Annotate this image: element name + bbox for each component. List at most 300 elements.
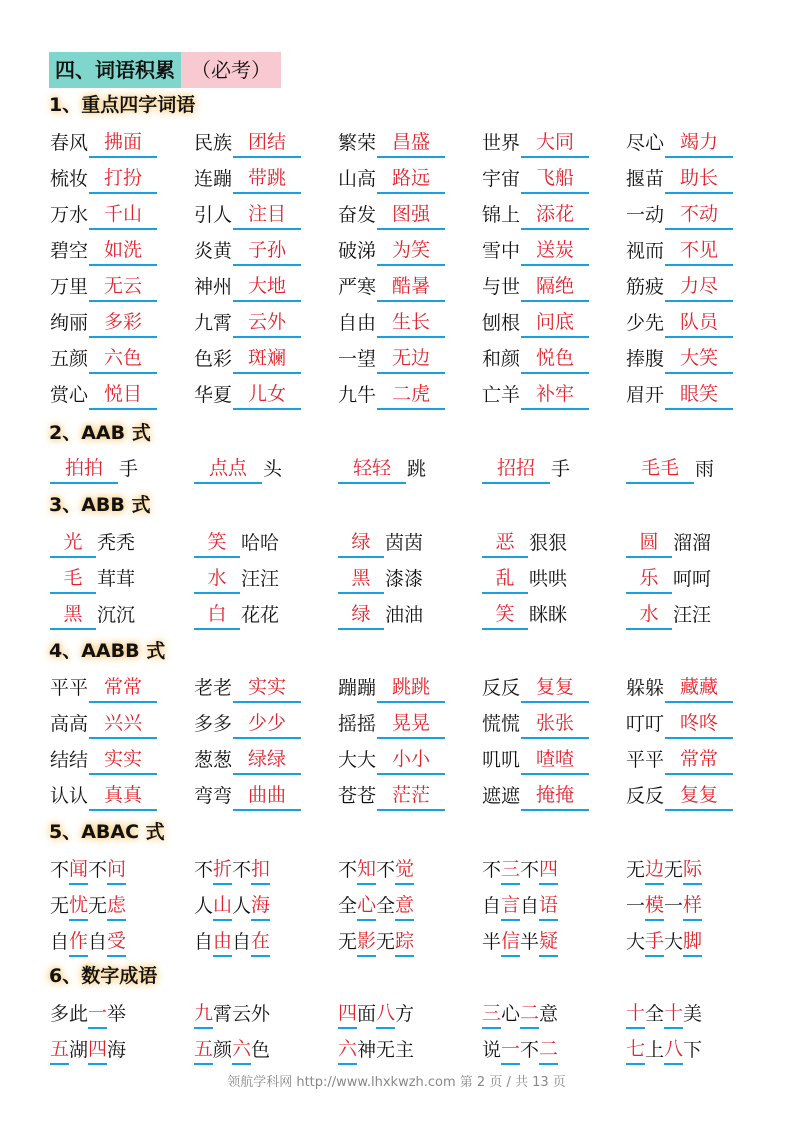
s2-answer-text: 招招 bbox=[482, 454, 550, 484]
s6-given-text: 不 bbox=[520, 1039, 540, 1061]
s6-given-text: 海 bbox=[107, 1039, 127, 1061]
s6-given-text: 颜 bbox=[213, 1039, 233, 1061]
s5-given-char: 自 bbox=[88, 931, 108, 953]
s5-answer-char: 问 bbox=[107, 855, 126, 885]
s6-given-text: 神无主 bbox=[357, 1039, 415, 1061]
s4-answer-text: 绿绿 bbox=[233, 745, 301, 775]
s1-item bbox=[626, 374, 768, 410]
s3-answer-text: 恶 bbox=[482, 528, 528, 558]
s6-answer-char: 一 bbox=[88, 999, 107, 1029]
s1-answer-text: 如洗 bbox=[89, 236, 157, 266]
s4-given-text: 遮遮 bbox=[482, 785, 521, 807]
s3-row bbox=[46, 558, 756, 594]
s4-item bbox=[50, 703, 192, 739]
s2-given-text: 手 bbox=[119, 458, 139, 480]
s1-item bbox=[338, 122, 480, 158]
s3-given-text: 秃秃 bbox=[97, 532, 136, 554]
s5-answer-char: 疑 bbox=[539, 927, 558, 957]
s1-given-text: 神州 bbox=[194, 276, 233, 298]
s5-given-char: 半 bbox=[482, 931, 502, 953]
s4-given-text: 高高 bbox=[50, 713, 89, 735]
s1-item bbox=[626, 266, 768, 302]
s3-item bbox=[482, 522, 624, 558]
s1-answer-text: 力尽 bbox=[665, 272, 733, 302]
s1-answer-text: 子孙 bbox=[233, 236, 301, 266]
s4-given-text: 慌慌 bbox=[482, 713, 521, 735]
s5-item bbox=[338, 885, 480, 921]
s5-given-char: 自 bbox=[50, 931, 70, 953]
s3-answer-text: 绿 bbox=[338, 600, 384, 630]
s5-row bbox=[46, 885, 756, 921]
s6-given-text: 上 bbox=[645, 1039, 665, 1061]
s5-item bbox=[50, 885, 192, 921]
s3-item bbox=[482, 558, 624, 594]
s1-item bbox=[50, 266, 192, 302]
s4-answer-text: 复复 bbox=[665, 781, 733, 811]
s1-item bbox=[50, 230, 192, 266]
s1-answer-text: 添花 bbox=[521, 200, 589, 230]
s5-answer-char: 忧 bbox=[69, 891, 88, 921]
s1-given-text: 山高 bbox=[338, 168, 377, 190]
s4-answer-text: 喳喳 bbox=[521, 745, 589, 775]
s6-given-text: 方 bbox=[395, 1003, 415, 1025]
s5-given-char: 全 bbox=[376, 895, 396, 917]
s1-answer-text: 云外 bbox=[233, 308, 301, 338]
s1-row bbox=[46, 338, 756, 374]
s1-answer-text: 路远 bbox=[377, 164, 445, 194]
s5-item bbox=[194, 849, 336, 885]
s5-item bbox=[626, 849, 768, 885]
s5-item bbox=[338, 921, 480, 957]
s3-given-text: 油油 bbox=[385, 604, 424, 626]
s2-item bbox=[626, 448, 768, 484]
s3-item bbox=[626, 594, 768, 630]
s1-item bbox=[338, 338, 480, 374]
s3-given-text: 汪汪 bbox=[673, 604, 712, 626]
s1-item bbox=[338, 266, 480, 302]
s6-answer-char: 三 bbox=[482, 999, 501, 1029]
s5-given-char: 自 bbox=[482, 895, 502, 917]
s2-item bbox=[50, 448, 192, 484]
s3-item bbox=[626, 558, 768, 594]
s4-answer-text: 复复 bbox=[521, 673, 589, 703]
s5-given-char: 大 bbox=[626, 931, 646, 953]
s5-answer-char: 语 bbox=[539, 891, 558, 921]
s1-answer-text: 无云 bbox=[89, 272, 157, 302]
s3-item bbox=[338, 558, 480, 594]
s6-item bbox=[50, 1029, 192, 1065]
s5-item bbox=[338, 849, 480, 885]
s5-given-char: 全 bbox=[338, 895, 358, 917]
s4-row bbox=[46, 667, 756, 703]
s5-answer-char: 模 bbox=[645, 891, 664, 921]
s1-given-text: 眉开 bbox=[626, 384, 665, 406]
s1-answer-text: 儿女 bbox=[233, 380, 301, 410]
s5-answer-char: 言 bbox=[501, 891, 520, 921]
s4-answer-text: 实实 bbox=[89, 745, 157, 775]
s3-row bbox=[46, 522, 756, 558]
s4-item bbox=[626, 775, 768, 811]
s1-given-text: 引人 bbox=[194, 204, 233, 226]
s3-answer-text: 黑 bbox=[338, 564, 384, 594]
s6-answer-char: 六 bbox=[338, 1035, 357, 1065]
s5-answer-char: 扣 bbox=[251, 855, 270, 885]
s1-given-text: 严寒 bbox=[338, 276, 377, 298]
s3-row bbox=[46, 594, 756, 630]
s3-answer-text: 白 bbox=[194, 600, 240, 630]
s1-given-text: 捧腹 bbox=[626, 348, 665, 370]
s4-given-text: 弯弯 bbox=[194, 785, 233, 807]
s5-given-char: 不 bbox=[338, 859, 358, 881]
s3-given-text: 茵茵 bbox=[385, 532, 424, 554]
s6-given-text: 心 bbox=[501, 1003, 521, 1025]
s4-answer-text: 跳跳 bbox=[377, 673, 445, 703]
s5-given-char: 不 bbox=[232, 859, 252, 881]
s5-item bbox=[626, 921, 768, 957]
s4-given-text: 摇摇 bbox=[338, 713, 377, 735]
s1-given-text: 万里 bbox=[50, 276, 89, 298]
s4-item bbox=[626, 739, 768, 775]
s4-answer-text: 实实 bbox=[233, 673, 301, 703]
s1-answer-text: 飞船 bbox=[521, 164, 589, 194]
s5-answer-char: 三 bbox=[501, 855, 520, 885]
s3-item bbox=[50, 522, 192, 558]
s1-given-text: 揠苗 bbox=[626, 168, 665, 190]
s1-item bbox=[626, 302, 768, 338]
s1-given-text: 繁荣 bbox=[338, 132, 377, 154]
s1-answer-text: 不动 bbox=[665, 200, 733, 230]
s6-answer-char: 一 bbox=[501, 1035, 520, 1065]
s3-given-text: 茸茸 bbox=[97, 568, 136, 590]
s1-answer-text: 队员 bbox=[665, 308, 733, 338]
s5-given-char: 不 bbox=[50, 859, 70, 881]
s1-given-text: 五颜 bbox=[50, 348, 89, 370]
s3-item bbox=[50, 558, 192, 594]
s1-answer-text: 眼笑 bbox=[665, 380, 733, 410]
s4-item bbox=[482, 739, 624, 775]
s1-answer-text: 图强 bbox=[377, 200, 445, 230]
s5-answer-char: 心 bbox=[357, 891, 376, 921]
s3-given-text: 沉沉 bbox=[97, 604, 136, 626]
s1-item bbox=[338, 158, 480, 194]
s1-given-text: 自由 bbox=[338, 312, 377, 334]
s4-given-text: 平平 bbox=[50, 677, 89, 699]
s6-given-text: 霄云外 bbox=[213, 1003, 271, 1025]
s1-answer-text: 带跳 bbox=[233, 164, 301, 194]
s1-item bbox=[50, 194, 192, 230]
s1-item bbox=[626, 338, 768, 374]
s1-item bbox=[482, 158, 624, 194]
s1-item bbox=[338, 302, 480, 338]
s4-answer-text: 少少 bbox=[233, 709, 301, 739]
s1-answer-text: 六色 bbox=[89, 344, 157, 374]
s2-answer-text: 毛毛 bbox=[626, 454, 694, 484]
s1-answer-text: 生长 bbox=[377, 308, 445, 338]
s6-item bbox=[338, 1029, 480, 1065]
s3-item bbox=[338, 522, 480, 558]
s3-given-text: 呵呵 bbox=[673, 568, 712, 590]
s5-given-char: 无 bbox=[626, 859, 646, 881]
s5-given-char: 不 bbox=[376, 859, 396, 881]
s4-answer-text: 常常 bbox=[89, 673, 157, 703]
s1-item bbox=[626, 158, 768, 194]
s2-item bbox=[338, 448, 480, 484]
s5-answer-char: 意 bbox=[395, 891, 414, 921]
s1-answer-text: 大同 bbox=[521, 128, 589, 158]
s6-given-text: 色 bbox=[251, 1039, 271, 1061]
s2-answer-text: 轻轻 bbox=[338, 454, 406, 484]
s4-item bbox=[194, 775, 336, 811]
s1-item bbox=[482, 230, 624, 266]
s5-row bbox=[46, 921, 756, 957]
s5-answer-char: 知 bbox=[357, 855, 376, 885]
s1-answer-text: 问底 bbox=[521, 308, 589, 338]
s3-item bbox=[626, 522, 768, 558]
s5-given-char: 无 bbox=[50, 895, 70, 917]
s3-answer-text: 笑 bbox=[482, 600, 528, 630]
s3-answer-text: 毛 bbox=[50, 564, 96, 594]
s1-item bbox=[50, 302, 192, 338]
s3-answer-text: 光 bbox=[50, 528, 96, 558]
s6-given-text: 美 bbox=[683, 1003, 703, 1025]
s4-answer-text: 真真 bbox=[89, 781, 157, 811]
s6-item bbox=[482, 993, 624, 1029]
s6-answer-char: 十 bbox=[664, 999, 683, 1029]
s3-item bbox=[482, 594, 624, 630]
s4-item bbox=[482, 667, 624, 703]
s5-given-char: 人 bbox=[194, 895, 214, 917]
s2-item bbox=[194, 448, 336, 484]
s3-answer-text: 水 bbox=[626, 600, 672, 630]
s1-given-text: 九霄 bbox=[194, 312, 233, 334]
s1-given-text: 锦上 bbox=[482, 204, 521, 226]
s6-answer-char: 九 bbox=[194, 999, 213, 1029]
s1-given-text: 刨根 bbox=[482, 312, 521, 334]
s5-answer-char: 信 bbox=[501, 927, 520, 957]
s6-given-text: 意 bbox=[539, 1003, 559, 1025]
s4-answer-text: 曲曲 bbox=[233, 781, 301, 811]
s5-given-char: 无 bbox=[376, 931, 396, 953]
s1-item bbox=[338, 374, 480, 410]
s1-given-text: 色彩 bbox=[194, 348, 233, 370]
s1-given-text: 连蹦 bbox=[194, 168, 233, 190]
s5-item bbox=[626, 885, 768, 921]
s4-given-text: 多多 bbox=[194, 713, 233, 735]
s1-given-text: 民族 bbox=[194, 132, 233, 154]
s1-answer-text: 团结 bbox=[233, 128, 301, 158]
s5-given-char: 不 bbox=[520, 859, 540, 881]
s6-answer-char: 六 bbox=[232, 1035, 251, 1065]
s2-item bbox=[482, 448, 624, 484]
s6-answer-char: 四 bbox=[88, 1035, 107, 1065]
s1-item bbox=[194, 158, 336, 194]
s1-answer-text: 竭力 bbox=[665, 128, 733, 158]
s5-answer-char: 影 bbox=[357, 927, 376, 957]
s1-row bbox=[46, 158, 756, 194]
s4-given-text: 躲躲 bbox=[626, 677, 665, 699]
s1-given-text: 雪中 bbox=[482, 240, 521, 262]
s1-given-text: 亡羊 bbox=[482, 384, 521, 406]
s1-item bbox=[482, 374, 624, 410]
s3-item bbox=[194, 558, 336, 594]
s1-item bbox=[50, 122, 192, 158]
s1-answer-text: 不见 bbox=[665, 236, 733, 266]
s3-item bbox=[194, 594, 336, 630]
s1-given-text: 春风 bbox=[50, 132, 89, 154]
s3-given-text: 漆漆 bbox=[385, 568, 424, 590]
s6-given-text: 举 bbox=[107, 1003, 127, 1025]
s6-answer-char: 四 bbox=[338, 999, 357, 1029]
s5-answer-char: 觉 bbox=[395, 855, 414, 885]
s5-given-char: 人 bbox=[232, 895, 252, 917]
s4-item bbox=[338, 667, 480, 703]
s1-row bbox=[46, 266, 756, 302]
s1-item bbox=[482, 266, 624, 302]
worksheet-title bbox=[49, 52, 281, 88]
s4-answer-text: 茫茫 bbox=[377, 781, 445, 811]
s3-answer-text: 乐 bbox=[626, 564, 672, 594]
s1-item bbox=[194, 194, 336, 230]
s4-given-text: 平平 bbox=[626, 749, 665, 771]
s5-answer-char: 际 bbox=[683, 855, 702, 885]
s1-item bbox=[626, 194, 768, 230]
s4-given-text: 老老 bbox=[194, 677, 233, 699]
s4-row bbox=[46, 703, 756, 739]
s3-answer-text: 乱 bbox=[482, 564, 528, 594]
s4-given-text: 叽叽 bbox=[482, 749, 521, 771]
s1-row bbox=[46, 302, 756, 338]
s5-given-char: 无 bbox=[88, 895, 108, 917]
s1-answer-text: 酷暑 bbox=[377, 272, 445, 302]
s1-given-text: 宇宙 bbox=[482, 168, 521, 190]
s4-answer-text: 掩掩 bbox=[521, 781, 589, 811]
s6-given-text: 多此 bbox=[50, 1003, 89, 1025]
s5-answer-char: 踪 bbox=[395, 927, 414, 957]
s1-answer-text: 打扮 bbox=[89, 164, 157, 194]
s1-item bbox=[194, 122, 336, 158]
s1-given-text: 视而 bbox=[626, 240, 665, 262]
s6-answer-char: 八 bbox=[376, 999, 395, 1029]
s1-item bbox=[626, 230, 768, 266]
s5-answer-char: 手 bbox=[645, 927, 664, 957]
s6-item bbox=[194, 993, 336, 1029]
section-heading-6: 6、数字成语 bbox=[49, 965, 158, 987]
s3-given-text: 眯眯 bbox=[529, 604, 568, 626]
s1-given-text: 梳妆 bbox=[50, 168, 89, 190]
s4-item bbox=[50, 775, 192, 811]
s1-given-text: 万水 bbox=[50, 204, 89, 226]
s1-answer-text: 补牢 bbox=[521, 380, 589, 410]
s5-given-char: 不 bbox=[482, 859, 502, 881]
title-sub: （必考） bbox=[181, 52, 281, 88]
s5-answer-char: 海 bbox=[251, 891, 270, 921]
s3-given-text: 哄哄 bbox=[529, 568, 568, 590]
s1-answer-text: 隔绝 bbox=[521, 272, 589, 302]
s5-given-char: 大 bbox=[664, 931, 684, 953]
s3-answer-text: 黑 bbox=[50, 600, 96, 630]
s4-answer-text: 咚咚 bbox=[665, 709, 733, 739]
s5-given-char: 半 bbox=[520, 931, 540, 953]
s6-answer-char: 八 bbox=[664, 1035, 683, 1065]
s1-answer-text: 二虎 bbox=[377, 380, 445, 410]
s5-item bbox=[482, 921, 624, 957]
s5-item bbox=[50, 849, 192, 885]
s3-item bbox=[50, 594, 192, 630]
s4-item bbox=[194, 739, 336, 775]
s4-given-text: 大大 bbox=[338, 749, 377, 771]
s4-answer-text: 晃晃 bbox=[377, 709, 445, 739]
s1-given-text: 绚丽 bbox=[50, 312, 89, 334]
s5-answer-char: 折 bbox=[213, 855, 232, 885]
s5-given-char: 无 bbox=[664, 859, 684, 881]
s6-given-text: 说 bbox=[482, 1039, 502, 1061]
s1-item bbox=[482, 302, 624, 338]
s4-item bbox=[50, 667, 192, 703]
s4-item bbox=[194, 667, 336, 703]
s5-answer-char: 虑 bbox=[107, 891, 126, 921]
s3-answer-text: 绿 bbox=[338, 528, 384, 558]
s5-answer-char: 受 bbox=[107, 927, 126, 957]
s3-answer-text: 水 bbox=[194, 564, 240, 594]
s3-answer-text: 笑 bbox=[194, 528, 240, 558]
s5-item bbox=[194, 921, 336, 957]
s2-answer-text: 点点 bbox=[194, 454, 262, 484]
s6-answer-char: 五 bbox=[194, 1035, 213, 1065]
section-heading-4: 4、AABB 式 bbox=[49, 640, 166, 662]
s1-answer-text: 昌盛 bbox=[377, 128, 445, 158]
s1-item bbox=[482, 194, 624, 230]
s1-given-text: 炎黄 bbox=[194, 240, 233, 262]
s5-answer-char: 四 bbox=[539, 855, 558, 885]
s1-item bbox=[482, 122, 624, 158]
s5-answer-char: 样 bbox=[683, 891, 702, 921]
s3-given-text: 哈哈 bbox=[241, 532, 280, 554]
s1-item bbox=[338, 194, 480, 230]
s5-given-char: 自 bbox=[194, 931, 214, 953]
s1-given-text: 与世 bbox=[482, 276, 521, 298]
s4-answer-text: 常常 bbox=[665, 745, 733, 775]
s6-answer-char: 五 bbox=[50, 1035, 69, 1065]
s1-item bbox=[194, 374, 336, 410]
s4-answer-text: 藏藏 bbox=[665, 673, 733, 703]
s5-given-char: 一 bbox=[626, 895, 646, 917]
s4-answer-text: 小小 bbox=[377, 745, 445, 775]
s6-row bbox=[46, 993, 756, 1029]
s6-item bbox=[482, 1029, 624, 1065]
s1-item bbox=[626, 122, 768, 158]
s1-given-text: 碧空 bbox=[50, 240, 89, 262]
s6-given-text: 湖 bbox=[69, 1039, 89, 1061]
s6-given-text: 面 bbox=[357, 1003, 377, 1025]
s5-answer-char: 山 bbox=[213, 891, 232, 921]
s3-item bbox=[194, 522, 336, 558]
s1-item bbox=[50, 158, 192, 194]
s5-item bbox=[482, 849, 624, 885]
s1-answer-text: 助长 bbox=[665, 164, 733, 194]
s5-answer-char: 由 bbox=[213, 927, 232, 957]
s1-given-text: 筋疲 bbox=[626, 276, 665, 298]
s1-item bbox=[50, 374, 192, 410]
s5-item bbox=[50, 921, 192, 957]
s1-row bbox=[46, 194, 756, 230]
s6-answer-char: 二 bbox=[520, 999, 539, 1029]
s1-row bbox=[46, 374, 756, 410]
s4-given-text: 蹦蹦 bbox=[338, 677, 377, 699]
s5-answer-char: 在 bbox=[251, 927, 270, 957]
s4-item bbox=[194, 703, 336, 739]
s1-given-text: 奋发 bbox=[338, 204, 377, 226]
s1-answer-text: 无边 bbox=[377, 344, 445, 374]
